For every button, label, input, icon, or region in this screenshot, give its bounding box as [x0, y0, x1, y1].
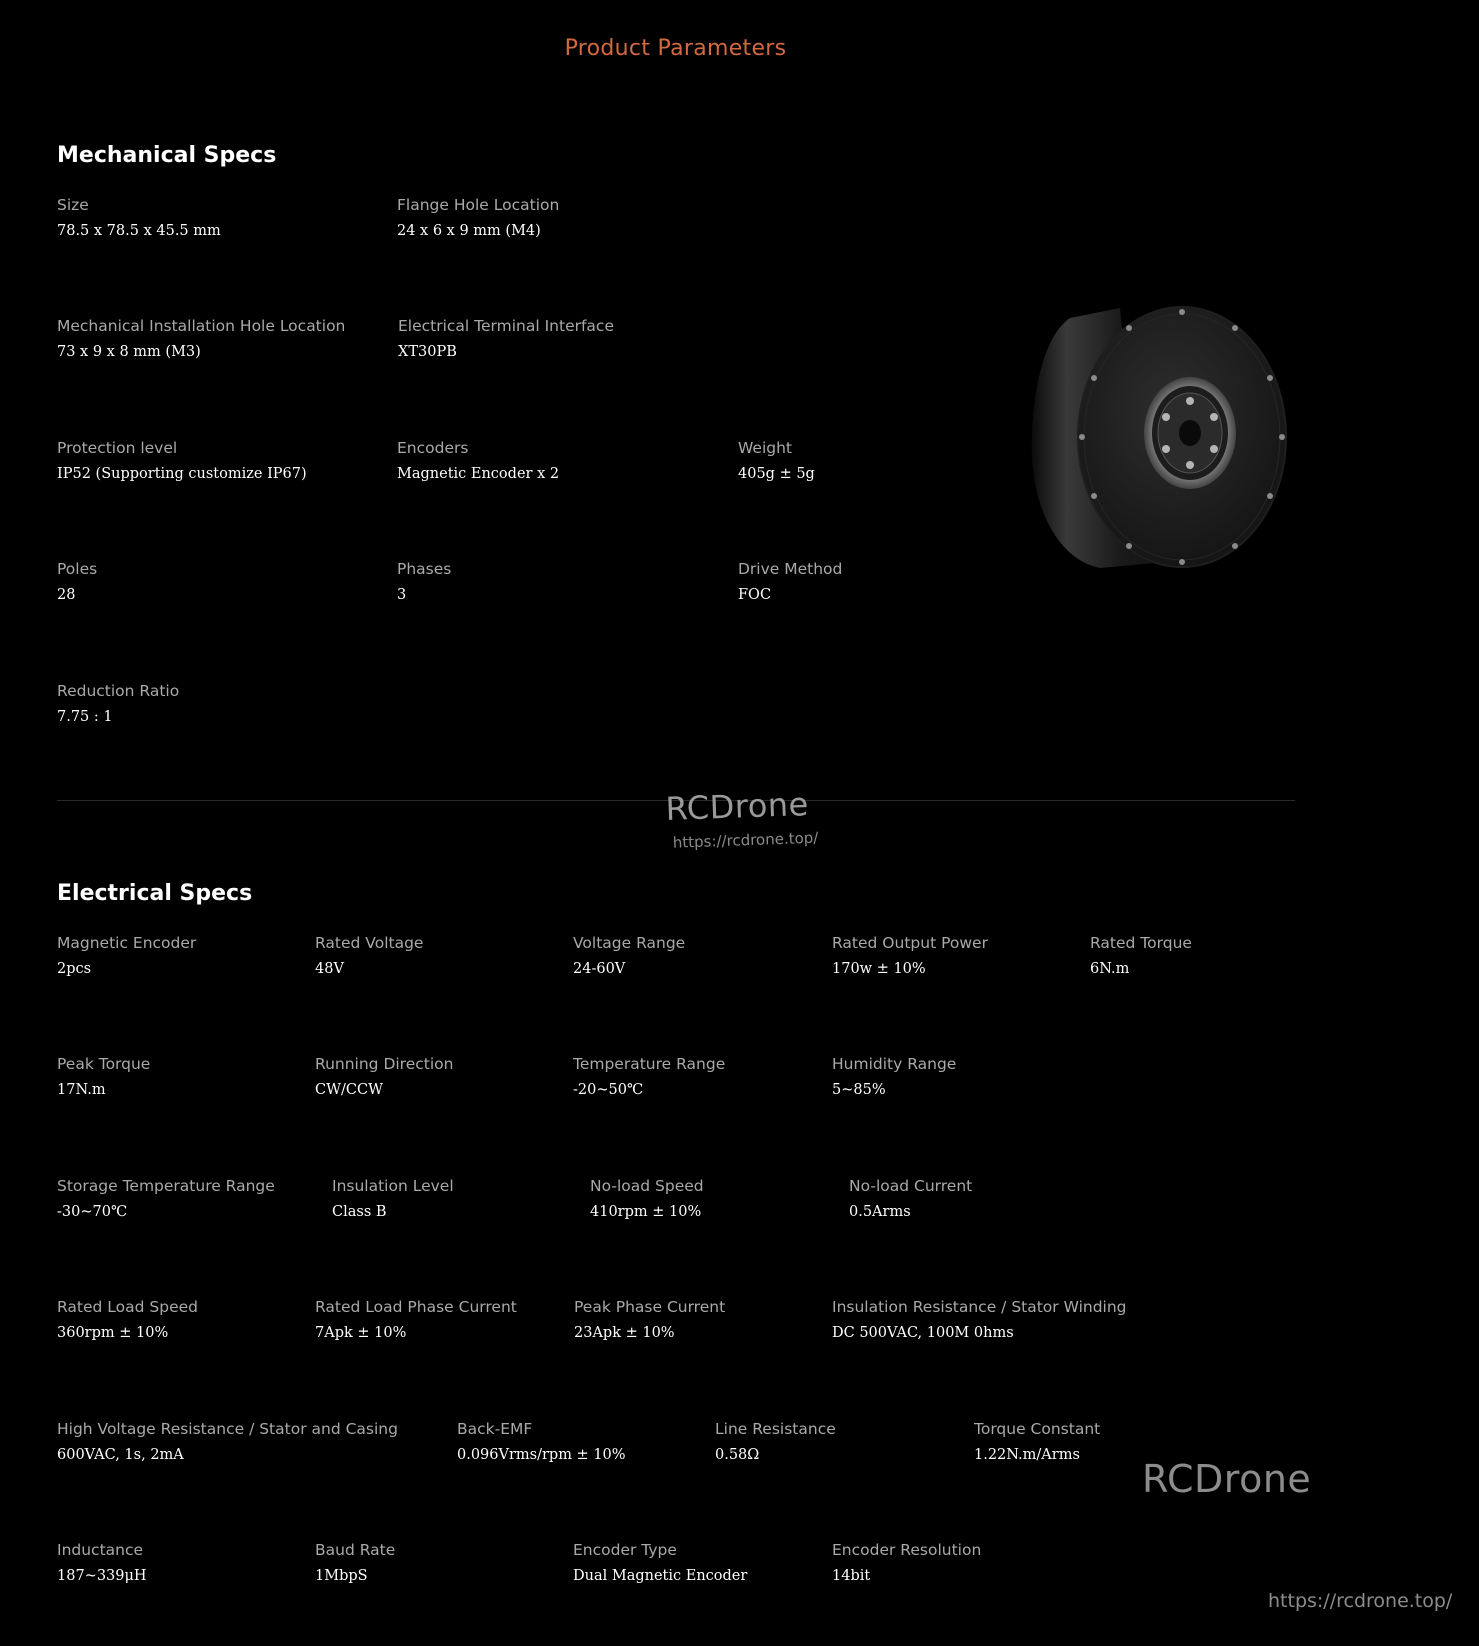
spec-running-direction: [315, 1054, 453, 1099]
spec-label: Storage Temperature Range: [57, 1177, 275, 1195]
spec-value: 78.5 x 78.5 x 45.5 mm: [57, 223, 221, 239]
spec-label: Insulation Level: [332, 1177, 454, 1195]
spec-peak-torque: [57, 1054, 150, 1099]
spec-drive-method: [738, 559, 842, 604]
spec-label: Mechanical Installation Hole Location: [57, 317, 346, 335]
spec-encoder-resolution: [832, 1540, 981, 1585]
spec-label: No-load Current: [849, 1177, 973, 1195]
spec-label: Voltage Range: [573, 934, 686, 952]
spec-label: Baud Rate: [315, 1541, 396, 1559]
spec-label: High Voltage Resistance / Stator and Casing: [57, 1420, 398, 1438]
spec-poles: [57, 559, 97, 604]
spec-value: 410rpm ± 10%: [590, 1204, 702, 1220]
spec-label: Running Direction: [315, 1055, 454, 1073]
spec-baud-rate: [315, 1540, 395, 1585]
spec-humidity-range: [832, 1054, 956, 1099]
spec-label: Peak Phase Current: [574, 1298, 726, 1316]
spec-value: CW/CCW: [315, 1082, 383, 1098]
spec-value: 48V: [315, 961, 344, 977]
spec-back-emf: [457, 1419, 626, 1464]
spec-value: 7.75 : 1: [57, 709, 113, 725]
spec-label: Reduction Ratio: [57, 682, 180, 700]
spec-label: Encoder Resolution: [832, 1541, 982, 1559]
spec-peak-phase-current: [574, 1297, 725, 1342]
spec-value: 6N.m: [1090, 961, 1130, 977]
spec-value: 3: [397, 587, 407, 603]
spec-value: -30~70℃: [57, 1204, 128, 1220]
spec-phases: [397, 559, 451, 604]
spec-value: -20~50℃: [573, 1082, 644, 1098]
watermark-corner-url: https://rcdrone.top/: [1268, 1590, 1453, 1612]
spec-weight: [738, 438, 815, 483]
spec-value: 405g ± 5g: [738, 466, 815, 482]
spec-label: Peak Torque: [57, 1055, 151, 1073]
spec-inductance: [57, 1540, 147, 1585]
spec-no-load-current: [849, 1176, 972, 1221]
spec-label: No-load Speed: [590, 1177, 704, 1195]
spec-electrical-terminal-interface: [398, 316, 614, 361]
page-title: Product Parameters: [564, 36, 787, 61]
spec-value: 1.22N.m/Arms: [974, 1447, 1080, 1463]
spec-rated-load-phase-current: [315, 1297, 517, 1342]
spec-label: Weight: [738, 439, 793, 457]
spec-value: XT30PB: [398, 344, 457, 360]
spec-mechanical-installation-hole-location: [57, 316, 345, 361]
spec-label: Protection level: [57, 439, 178, 457]
watermark-corner-brand: RCDrone: [1142, 1457, 1312, 1501]
spec-value: FOC: [738, 587, 772, 603]
motor-product-image: [1030, 298, 1290, 586]
spec-value: 1MbpS: [315, 1568, 368, 1584]
spec-value: Class B: [332, 1204, 387, 1220]
spec-storage-temperature-range: [57, 1176, 275, 1221]
spec-label: Insulation Resistance / Stator Winding: [832, 1298, 1127, 1316]
spec-voltage-range: [573, 933, 685, 978]
spec-value: 17N.m: [57, 1082, 106, 1098]
spec-label: Rated Output Power: [832, 934, 988, 952]
spec-size: [57, 195, 221, 240]
spec-rated-output-power: [832, 933, 988, 978]
spec-label: Line Resistance: [715, 1420, 836, 1438]
spec-value: 28: [57, 587, 76, 603]
spec-value: 0.096Vrms/rpm ± 10%: [457, 1447, 626, 1463]
spec-value: Dual Magnetic Encoder: [573, 1568, 748, 1584]
spec-label: Inductance: [57, 1541, 144, 1559]
spec-value: 5~85%: [832, 1082, 886, 1098]
spec-encoders: [397, 438, 559, 483]
watermark-url: https://rcdrone.top/: [672, 828, 819, 852]
spec-label: Encoder Type: [573, 1541, 677, 1559]
spec-encoder-type: [573, 1540, 747, 1585]
spec-insulation-resistance: [832, 1297, 1127, 1342]
spec-value: IP52 (Supporting customize IP67): [57, 466, 307, 482]
spec-rated-load-speed: [57, 1297, 198, 1342]
spec-rated-torque: [1090, 933, 1192, 978]
spec-no-load-speed: [590, 1176, 704, 1221]
electrical-specs-heading: Electrical Specs: [57, 881, 253, 906]
spec-value: 187~339μH: [57, 1568, 147, 1584]
spec-high-voltage-resistance: [57, 1419, 398, 1464]
spec-protection-level: [57, 438, 307, 483]
spec-insulation-level: [332, 1176, 454, 1221]
spec-magnetic-encoder: [57, 933, 196, 978]
spec-value: 24 x 6 x 9 mm (M4): [397, 223, 541, 239]
spec-label: Poles: [57, 560, 98, 578]
watermark-brand: RCDrone: [665, 785, 810, 828]
spec-reduction-ratio: [57, 681, 179, 726]
spec-label: Rated Load Speed: [57, 1298, 199, 1316]
spec-label: Electrical Terminal Interface: [398, 317, 614, 335]
spec-label: Rated Voltage: [315, 934, 424, 952]
spec-label: Phases: [397, 560, 452, 578]
spec-value: 7Apk ± 10%: [315, 1325, 407, 1341]
spec-label: Humidity Range: [832, 1055, 957, 1073]
mechanical-specs-heading: Mechanical Specs: [57, 143, 277, 168]
spec-value: 170w ± 10%: [832, 961, 926, 977]
spec-temperature-range: [573, 1054, 725, 1099]
spec-value: 2pcs: [57, 961, 92, 977]
spec-label: Flange Hole Location: [397, 196, 560, 214]
spec-torque-constant: [974, 1419, 1100, 1464]
spec-label: Rated Load Phase Current: [315, 1298, 517, 1316]
spec-value: 0.58Ω: [715, 1447, 760, 1463]
spec-label: Torque Constant: [974, 1420, 1101, 1438]
spec-value: 0.5Arms: [849, 1204, 911, 1220]
spec-label: Encoders: [397, 439, 469, 457]
spec-label: Drive Method: [738, 560, 843, 578]
spec-value: 600VAC, 1s, 2mA: [57, 1447, 184, 1463]
spec-value: DC 500VAC, 100M 0hms: [832, 1325, 1014, 1341]
spec-value: 14bit: [832, 1568, 871, 1584]
spec-value: 23Apk ± 10%: [574, 1325, 675, 1341]
spec-value: 73 x 9 x 8 mm (M3): [57, 344, 201, 360]
watermark-center: [665, 785, 819, 852]
spec-value: 24-60V: [573, 961, 626, 977]
spec-label: Back-EMF: [457, 1420, 533, 1438]
spec-rated-voltage: [315, 933, 423, 978]
spec-label: Magnetic Encoder: [57, 934, 197, 952]
spec-value: 360rpm ± 10%: [57, 1325, 169, 1341]
spec-flange-hole-location: [397, 195, 559, 240]
spec-value: Magnetic Encoder x 2: [397, 466, 560, 482]
spec-label: Temperature Range: [573, 1055, 726, 1073]
spec-label: Rated Torque: [1090, 934, 1192, 952]
spec-label: Size: [57, 196, 89, 214]
spec-line-resistance: [715, 1419, 836, 1464]
